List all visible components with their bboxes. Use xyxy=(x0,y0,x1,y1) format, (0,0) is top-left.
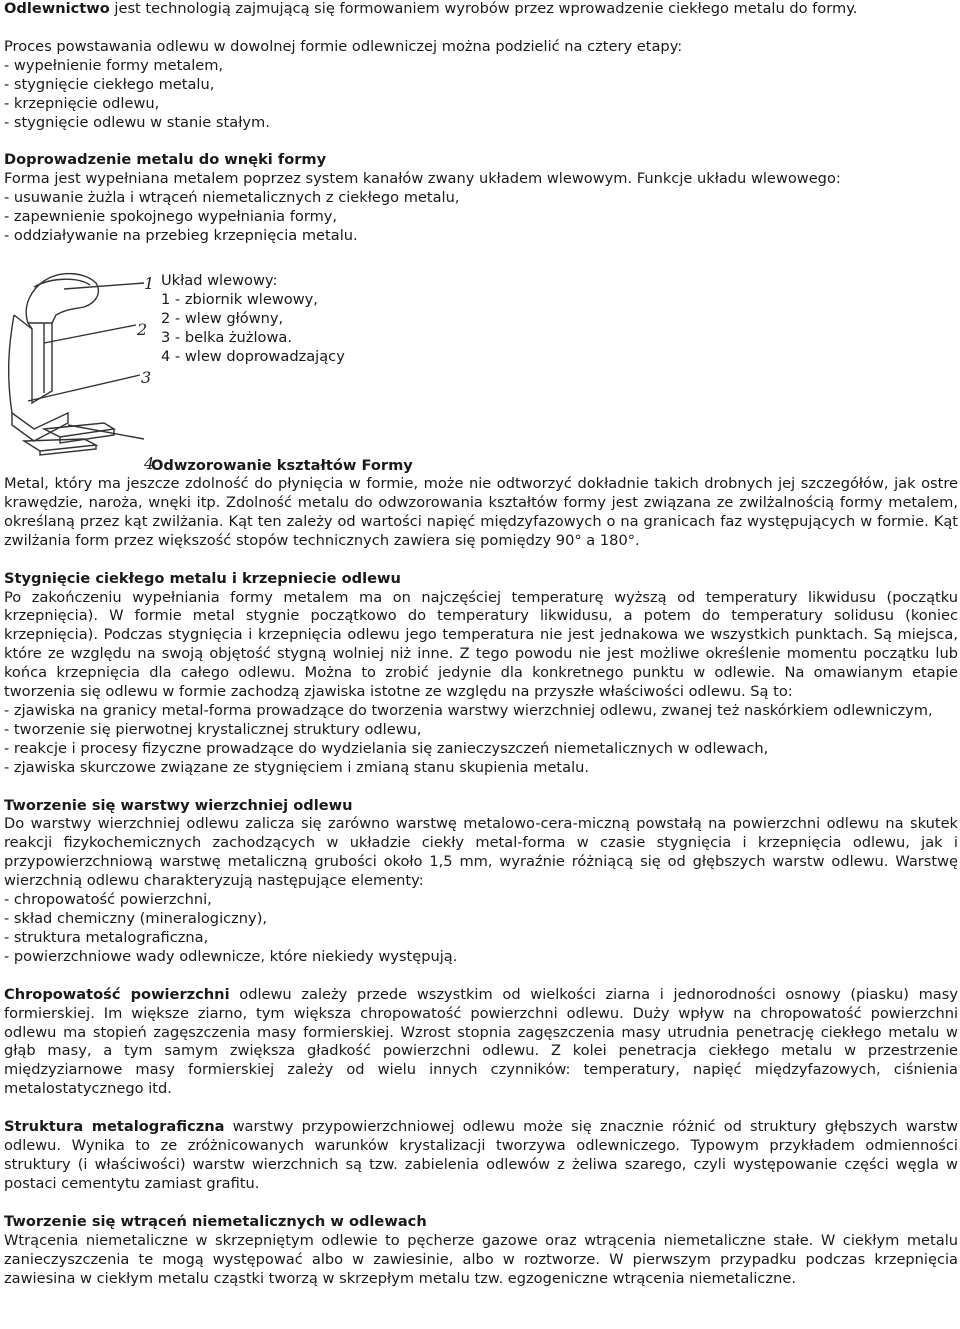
stages-lead: Proces powstawania odlewu w dowolnej formie odlewniczej można podzielić na cztery etapy: xyxy=(4,37,683,55)
cooling-heading: Stygnięcie ciekłego metalu i krzepniecie odlewu xyxy=(4,569,401,587)
structure-paragraph xyxy=(4,1118,958,1194)
legend-title: Układ wlewowy: xyxy=(161,271,278,289)
cooling-paragraph: Po zakończeniu wypełniania formy metalem ma on najczęściej temperaturę wyższą od temperatury likwidusu (początku krzepnięcia). W formie metal stygnie początkowo do temperatury likwidusu, a potem do temperatury solidusu (koniec krzepnięcia). Podczas stygnięcia i krzepnięcia odlewu jego temperatura nie jest jednakowa we wszystkich punktach. Są miejsca, które ze względu na swoją objętość stygną wolniej niż inne. Z tego powodu nie jest możliwe określenie momentu początku lub końca krzepnięcia dla całego odlewu. Można to zrobić jedynie dla konkretnego punktu w odlewie. Na omawianym etapie tworzenia się odlewu w formie zachodzą zjawiska istotne ze względu na przyszłe właściwości odlewu. Są to: xyxy=(4,588,958,701)
gating-system-figure xyxy=(4,263,958,475)
reproduction-paragraph: Metal, który ma jeszcze zdolność do płynięcia w formie, może nie odtworzyć dokładnie takich drobnych jej szczegółów, jak ostre krawędzie, naroża, wnęki itp. Zdolność metalu do odwzorowania kształtów formy jest związana ze zwilżalnością formy metalem, określaną przez kąt zwilżania. Kąt ten zależy od wartości napięć międzyfazowych o na granicach faz występujących w formie. Kąt zwilżania form przez większość stopów technicznych zawiera się pomiędzy 90° a 180°. xyxy=(4,474,958,549)
legend-item: 1 - zbiornik wlewowy, xyxy=(161,290,318,308)
legend-item: 4 - wlew doprowadzający xyxy=(161,347,345,365)
callout-2: 2 xyxy=(137,319,148,339)
intro-definition: jest technologią zajmującą się formowaniem wyrobów przez wprowadzenie ciekłego metalu do formy. xyxy=(109,0,858,17)
document-page xyxy=(4,0,958,1288)
cooling-item: - tworzenie się pierwotnej krystalicznej struktury odlewu, xyxy=(4,720,422,738)
legend-item: 3 - belka żużlowa. xyxy=(161,328,292,346)
intro-term: Odlewnictwo xyxy=(4,0,110,17)
callout-3: 3 xyxy=(141,367,152,387)
inclusions-heading: Tworzenie się wtrąceń niemetalicznych w odlewach xyxy=(4,1212,427,1230)
structure-text: warstwy przypowierzchniowej odlewu może się znacznie różnić od struktury głębszych warstw odlewu. Wynika to ze zróżnicowanych warunków krystalizacji tworzywa odlewniczego. Typowym przykładem odmienności struktury (i właściwości) warstw wierzchnich są tzw. zabielenia odlewów z żeliwa szarego, czyli występowanie części węgla w postaci cementytu zamiast grafitu. xyxy=(4,1118,958,1192)
surface-layer-item: - skład chemiczny (mineralogiczny), xyxy=(4,910,268,927)
stage-item: - stygnięcie odlewu w stanie stałym. xyxy=(4,113,270,131)
roughness-paragraph xyxy=(4,986,958,1099)
surface-layer-heading: Tworzenie się warstwy wierzchniej odlewu xyxy=(4,796,353,814)
gating-system-drawing xyxy=(4,263,154,475)
callout-1: 1 xyxy=(144,273,154,293)
stage-item: - krzepnięcie odlewu, xyxy=(4,94,160,112)
stage-item: - stygnięcie ciekłego metalu, xyxy=(4,75,215,93)
figure-legend xyxy=(161,272,345,367)
surface-layer-item: - struktura metalograficzna, xyxy=(4,928,209,946)
intro-paragraph xyxy=(4,0,958,19)
cooling-item: - zjawiska skurczowe związane ze stygnięciem i zmianą stanu skupienia metalu. xyxy=(4,758,590,776)
roughness-term: Chropowatość powierzchni xyxy=(4,985,230,1003)
legend-item: 2 - wlew główny, xyxy=(161,309,284,327)
stage-item: - wypełnienie formy metalem, xyxy=(4,56,224,74)
gating-paragraph: Forma jest wypełniana metalem poprzez system kanałów zwany układem wlewowym. Funkcje układu wlewowego: xyxy=(4,170,841,188)
gating-item: - usuwanie żużla i wtrąceń niemetalicznych z ciekłego metalu, xyxy=(4,189,460,207)
inclusions-paragraph: Wtrącenia niemetaliczne w skrzepniętym odlewie to pęcherze gazowe oraz wtrącenia niemetaliczne stałe. W ciekłym metalu zanieczyszczenia te mogą występować albo w zawiesinie, albo w roztworze. W pierwszym przypadku podczas krzepnięcia zawiesina w ciekłym metalu cząstki tworzą w skrzepłym metalu tzw. egzogeniczne wtrącenia niemetaliczne. xyxy=(4,1231,958,1287)
roughness-text: odlewu zależy przede wszystkim od wielkości ziarna i jednorodności osnowy (piasku) masy formierskiej. Im większe ziarno, tym większa chropowatość powierzchni odlewu. Duży wpływ na chropowatość powierzchni odlewu ma stopień zagęszczenia masy formierskiej. Wzrost stopnia zagęszczenia masy utrudnia penetrację ciekłego metalu w głąb masy, a tym samym zwiększa gładkość powierzchni odlewu. Z kolei penetracja ciekłego metalu w przestrzenie międzyziarnowe masy formierskiej zależy od wielu innych czynników: temperatury, napięć międzyfazowych, ciśnienia metalostatycznego itd. xyxy=(4,985,958,1098)
surface-layer-item: - powierzchniowe wady odlewnicze, które niekiedy występują. xyxy=(4,947,458,965)
reproduction-heading: Odwzorowanie kształtów Formy xyxy=(151,456,413,474)
surface-layer-paragraph: Do warstwy wierzchniej odlewu zalicza się zarówno warstwę metalowo-cera-miczną powstałą na powierzchni odlewu na skutek reakcji fizykochemicznych zachodzących w układzie ciekły metal-forma w czasie stygnięcia i krzepnięcia odlewu, jak i przypowierzchniową warstwę metaliczną grubości około 1,5 mm, wyraźnie różniącą się od głębszych warstw odlewu. Warstwę wierzchnią odlewu charakteryzują następujące elementy: xyxy=(4,815,958,890)
gating-item: - zapewnienie spokojnego wypełniania formy, xyxy=(4,208,338,226)
callout-4: 4 xyxy=(144,453,154,473)
structure-term: Struktura metalograficzna xyxy=(4,1118,225,1136)
surface-layer-item: - chropowatość powierzchni, xyxy=(4,891,212,909)
cooling-item: - zjawiska na granicy metal-forma prowadzące do tworzenia warstwy wierzchniej odlewu, zwanej też naskórkiem odlewniczym, xyxy=(4,701,933,719)
gating-item: - oddziaływanie na przebieg krzepnięcia metalu. xyxy=(4,227,358,245)
cooling-item: - reakcje i procesy fizyczne prowadzące do wydzielania się zanieczyszczeń niemetalicznych w odlewach, xyxy=(4,739,769,757)
gating-heading: Doprowadzenie metalu do wnęki formy xyxy=(4,151,327,169)
